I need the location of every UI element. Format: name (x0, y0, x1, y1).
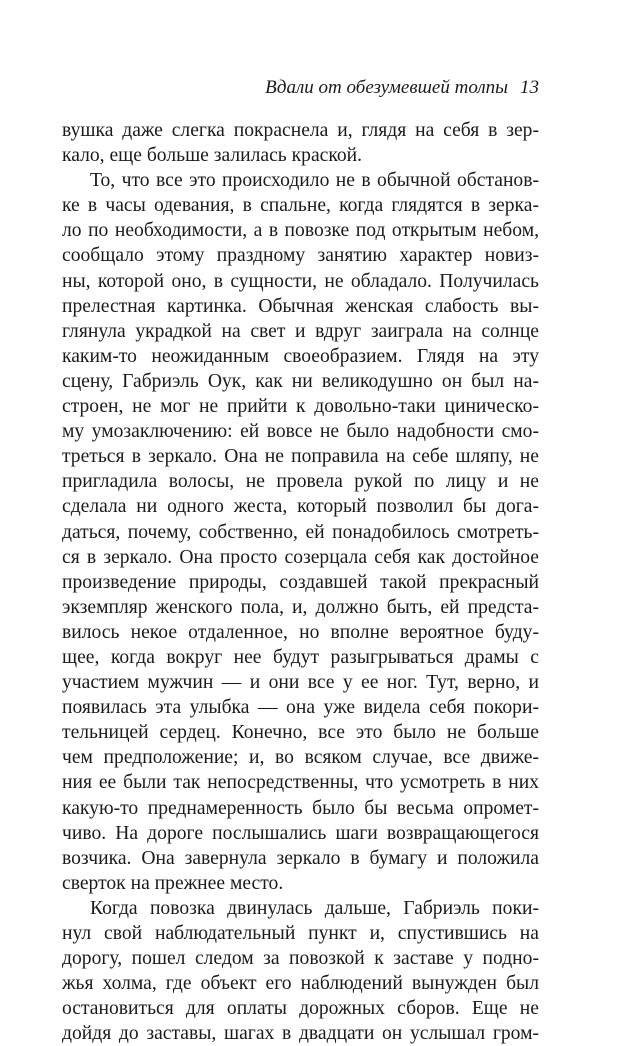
text-line: остановиться для оплаты дорожных сборов. Еще не (62, 998, 539, 1020)
text-line: тельницей сердец. Конечно, все это было не больше (62, 722, 539, 744)
text-line: произведение природы, создавшей такой прекрасный (62, 571, 539, 593)
text-line: ны, которой оно, в сущности, не обладало. Получилась (62, 270, 539, 292)
text-line: дойдя до заставы, шагах в двадцати он услышал гром- (62, 1023, 539, 1045)
text-line: му умозаключению: ей вовсе не было надобности смо- (62, 421, 539, 443)
text-line: глянула украдкой на свет и вдруг заиграла на солнце (62, 320, 539, 342)
running-title: Вдали от обезумевшей толпы (265, 77, 508, 98)
text-line: пригладила волосы, не провела рукой по лицу и не (62, 471, 539, 493)
text-line: сообщало этому праздному занятию характер новиз- (62, 245, 539, 267)
text-line: кало, еще больше залилась краской. (62, 145, 363, 167)
text-line: дорогу, пошел следом за повозкой к заставе у подно- (62, 948, 539, 970)
paragraph (62, 168, 539, 896)
text-line: нул свой наблюдательный пункт и, спустившись на (62, 923, 539, 944)
text-line: ся в зеркало. Она просто созерцала себя как достойное (62, 546, 539, 568)
text-line: щее, когда вокруг нее будут разыгрываться драмы с (62, 646, 539, 668)
body-text (62, 118, 539, 1046)
text-line: чем предположение; и, во всяком случае, все движе- (62, 747, 539, 769)
text-line: сделала ни одного жеста, который позволил бы дога- (62, 496, 539, 518)
text-line: появилась эта улыбка — она уже видела себя покори- (62, 697, 539, 719)
text-line: какую-то преднамеренность было бы весьма опромет- (62, 797, 539, 819)
text-line: строен, не мог не прийти к довольно-таки циническо- (62, 396, 539, 418)
text-line: экземпляр женского пола, и, должно быть, ей предста- (62, 596, 539, 618)
text-line: сцену, Габриэль Оук, как ни великодушно он был на- (62, 370, 539, 392)
text-line: участием мужчин — и они все у ее ног. Тут, верно, и (62, 672, 539, 694)
paragraph (62, 118, 539, 168)
text-line: возчика. Она завернула зеркало в бумагу и положила (62, 847, 539, 869)
text-line: прелестная картинка. Обычная женская слабость вы- (62, 295, 539, 317)
text-line: вушка даже слегка покраснела и, глядя на себя в зер- (62, 120, 539, 141)
text-line: То, что все это происходило не в обычной обстанов- (90, 170, 539, 192)
text-line: ке в часы одевания, в спальне, когда глядятся в зерка- (62, 195, 539, 217)
text-line: Когда повозка двинулась дальше, Габриэль поки- (90, 897, 539, 919)
text-line: сверток на прежнее место. (62, 872, 284, 894)
text-line: ния ее были так непосредственны, что усмотреть в них (62, 772, 539, 794)
running-header (62, 76, 539, 100)
text-line: чиво. На дороге послышались шаги возвращающегося (62, 822, 539, 844)
text-line: жья холма, где объект его наблюдений вынужден был (62, 973, 539, 995)
page-number: 13 (520, 77, 539, 98)
text-line: каким-то неожиданным своеобразием. Глядя на эту (62, 345, 539, 367)
text-line: вилось некое отдаленное, но вполне вероятное буду- (62, 621, 539, 643)
paragraph (62, 896, 539, 1046)
text-line: треться в зеркало. Она не поправила на себе шляпу, не (62, 446, 539, 468)
text-line: ло по необходимости, а в повозке под открытым небом, (62, 220, 539, 242)
text-line: даться, почему, собственно, ей понадобилось смотреть- (62, 521, 539, 543)
